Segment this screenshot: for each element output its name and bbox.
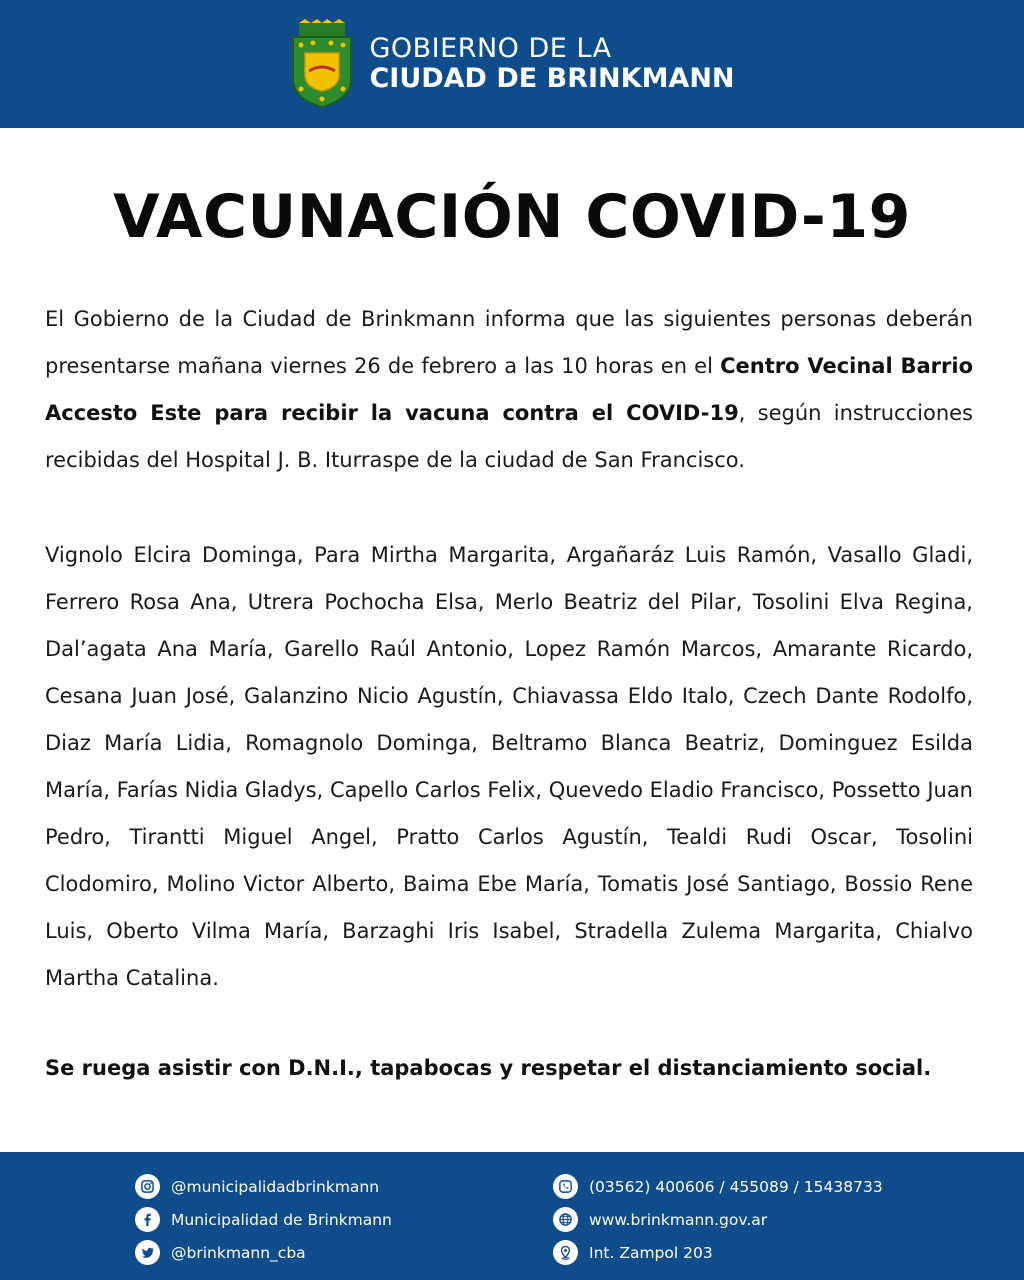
footer-phone[interactable] [553, 1170, 883, 1203]
phone-icon [553, 1174, 578, 1199]
twitter-icon [135, 1240, 160, 1265]
footer-contact-column [553, 1170, 883, 1269]
twitter-handle: @brinkmann_cba [171, 1243, 306, 1262]
footer-twitter[interactable] [135, 1236, 392, 1269]
footer-facebook[interactable] [135, 1203, 392, 1236]
coat-of-arms-icon [289, 19, 355, 109]
instagram-handle: @municipalidadbrinkmann [171, 1177, 380, 1196]
intro-text-1: El Gobierno de la Ciudad de Brinkmann informa que las siguientes personas deberán presentarse mañana viernes 26 de febrero a las 10 horas en el [45, 307, 973, 378]
page-title: VACUNACIÓN COVID-19 [113, 182, 911, 252]
header-bar [0, 0, 1024, 128]
header-title [369, 34, 734, 93]
header-title-line2: CIUDAD DE BRINKMANN [369, 63, 735, 94]
facebook-page: Municipalidad de Brinkmann [171, 1210, 392, 1229]
header-brand [289, 19, 734, 109]
instagram-icon [135, 1174, 160, 1199]
footer-social-column [135, 1170, 392, 1269]
header-title-line1: GOBIERNO DE LA [369, 33, 612, 65]
intro-location-bold: Centro Vecinal Barrio Accesto Este para recibir la vacuna contra el COVID-19 [45, 354, 973, 425]
intro-paragraph [45, 296, 973, 484]
facebook-icon [135, 1207, 160, 1232]
footer-address [553, 1236, 883, 1269]
names-list: Vignolo Elcira Dominga, Para Mirtha Margarita, Argañaráz Luis Ramón, Vasallo Gladi, Ferrero Rosa Ana, Utrera Pochocha Elsa, Merlo Beatriz del Pilar, Tosolini Elva Regina, Dal’agata Ana María, Garello Raúl Antonio, Lopez Ramón Marcos, Amarante Ricardo, Cesana Juan José, Galanzino Nicio Agustín, Chiavassa Eldo Italo, Czech Dante Rodolfo, Diaz María Lidia, Romagnolo Dominga, Beltramo Blanca Beatriz, Dominguez Esilda María, Farías Nidia Gladys, Capello Carlos Felix, Quevedo Eladio Francisco, Possetto Juan Pedro, Tirantti Miguel Angel, Pratto Carlos Agustín, Tealdi Rudi Oscar, Tosolini Clodomiro, Molino Victor Alberto, Baima Ebe María, Tomatis José Santiago, Bossio Rene Luis, Oberto Vilma María, Barzaghi Iris Isabel, Stradella Zulema Margarita, Chialvo Martha Catalina. [45, 543, 973, 990]
footer-bar [0, 1152, 1024, 1280]
phone-numbers: (03562) 400606 / 455089 / 15438733 [589, 1177, 883, 1196]
intro-text-2: , según instrucciones recibidas del Hospital J. B. Iturraspe de la ciudad de San Francisco. [45, 401, 973, 472]
location-pin-icon [553, 1240, 578, 1265]
footer-instagram[interactable] [135, 1170, 392, 1203]
street-address: Int. Zampol 203 [589, 1243, 713, 1262]
closing-note: Se ruega asistir con D.N.I., tapabocas y respetar el distanciamiento social. [45, 1056, 932, 1080]
website-url: www.brinkmann.gov.ar [589, 1210, 768, 1229]
globe-icon [553, 1207, 578, 1232]
footer-website[interactable] [553, 1203, 883, 1236]
